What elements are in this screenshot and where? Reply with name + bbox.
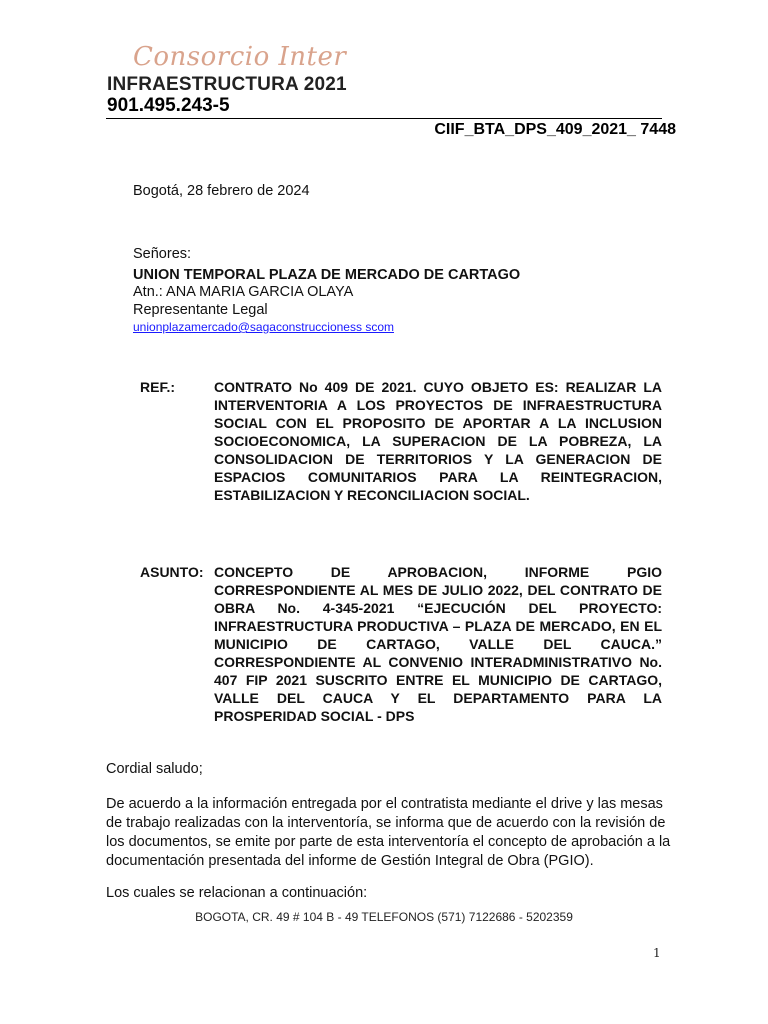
date-line: Bogotá, 28 febrero de 2024 (133, 183, 310, 199)
page-number: 1 (653, 946, 661, 960)
footer-address: BOGOTA, CR. 49 # 104 B - 49 TELEFONOS (571) 7122686 - 5202359 (195, 910, 573, 924)
company-logo-script: Consorcio Inter (133, 42, 347, 72)
reference-code: CIIF_BTA_DPS_409_2021_ 7448 (434, 121, 676, 138)
body-paragraph: De acuerdo a la información entregada por el contratista mediante el drive y las mesas de trabajo realizadas con la interventoría, se informa que de acuerdo con la revisión de los documentos, se emite por parte de esta interventoría el concepto de aprobación a la documentación presentada del informe de Gestión Integral de Obra (PGIO). (106, 796, 671, 869)
company-logo-title: INFRAESTRUCTURA 2021 (107, 74, 347, 95)
asunto-text: CONCEPTO DE APROBACION, INFORME PGIO CORRESPONDIENTE AL MES DE JULIO 2022, DEL CONTRATO DE OBRA No. 4-345-2021 “EJECUCIÓN DEL PROYECTO: INFRAESTRUCTURA PRODUCTIVA – PLAZA DE MERCADO, EN EL MUNICIPIO DE CARTAGO, VALLE DEL CAUCA.” CORRESPONDIENTE AL CONVENIO INTERADMINISTRATIVO No. 407 FIP 2021 SUSCRITO ENTRE EL MUNICIPIO DE CARTAGO, VALLE DEL CAUCA Y EL DEPARTAMENTO PARA LA PROSPERIDAD SOCIAL - DPS (214, 564, 662, 724)
recipient-role: Representante Legal (133, 302, 268, 318)
recipient-attention: Atn.: ANA MARIA GARCIA OLAYA (133, 284, 354, 300)
closing-line: Los cuales se relacionan a continuación: (106, 885, 368, 901)
greeting: Cordial saludo; (106, 761, 203, 777)
recipient-email-link[interactable]: unionplazamercado@sagaconstruccioness scom (133, 320, 394, 334)
company-nit: 901.495.243-5 (107, 95, 230, 116)
asunto-label: ASUNTO: (140, 564, 204, 580)
recipient-salutation: Señores: (133, 246, 192, 262)
recipient-company: UNION TEMPORAL PLAZA DE MERCADO DE CARTAGO (133, 267, 521, 283)
ref-label: REF.: (140, 379, 175, 395)
ref-text: CONTRATO No 409 DE 2021. CUYO OBJETO ES: REALIZAR LA INTERVENTORIA A LOS PROYECTOS DE INFRAESTRUCTURA SOCIAL CON EL PROPOSITO DE APORTAR A LA INCLUSION SOCIOECONOMICA, LA SUPERACION DE LA POBREZA, LA CONSOLIDACION DE TERRITORIOS Y LA GENERACION DE ESPACIOS COMUNITARIOS PARA LA REINTEGRACION, ESTABILIZACION Y RECONCILIACION SOCIAL. (214, 379, 662, 503)
header-divider (106, 118, 662, 119)
